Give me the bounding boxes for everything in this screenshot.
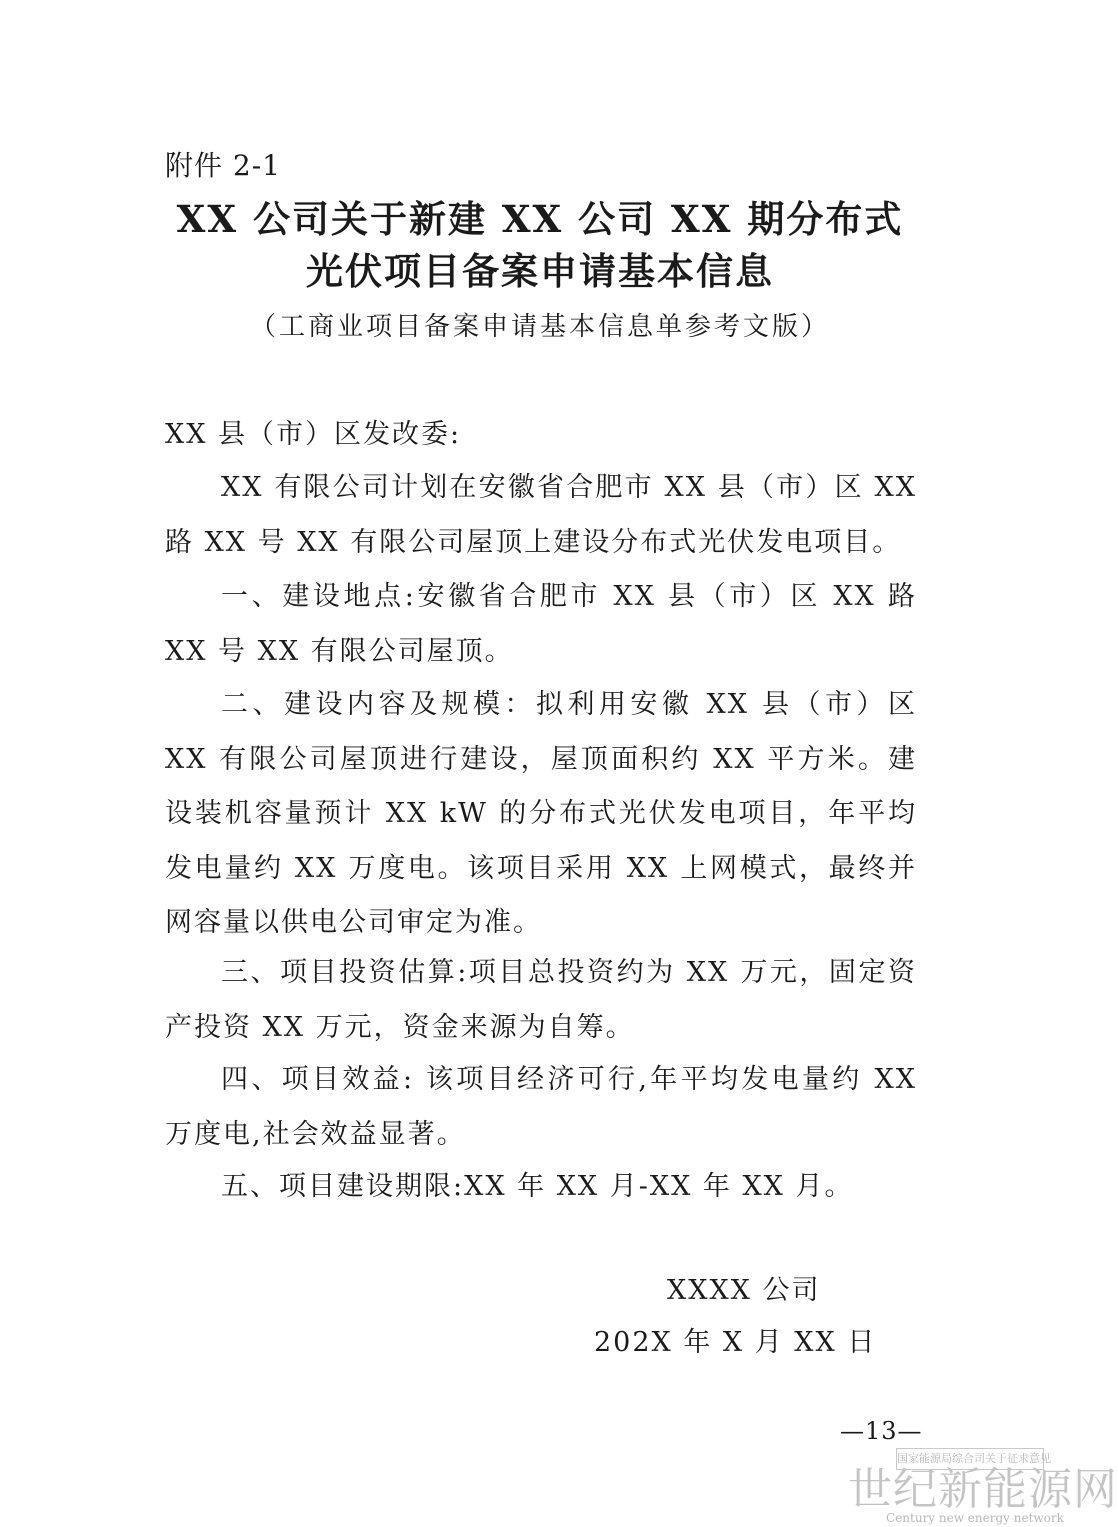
signature-date: 202X 年 X 月 XX 日 bbox=[594, 1327, 877, 1358]
paragraph-benefit: 四、项目效益: 该项目经济可行,年平均发电量约 XX 万度电,社会效益显著。 bbox=[165, 1064, 917, 1150]
addressee: XX 县（市）区发改委: bbox=[165, 419, 462, 450]
paragraph-scale: 二、建设内容及规模：拟利用安徽 XX 县（市）区 XX 有限公司屋顶进行建设，屋顶面积约 XX 平方米。建设装机容量预计 XX kW 的分布式光伏发电项目，年平均发电量约 XX 万度电。该项目采用 XX 上网模式，最终并网容量以供电公司审定为准。 bbox=[165, 689, 917, 938]
paragraph-intro: XX 有限公司计划在安徽省合肥市 XX 县（市）区 XX 路 XX 号 XX 有限公司屋顶上建设分布式光伏发电项目。 bbox=[165, 472, 917, 558]
paragraph-investment: 三、项目投资估算:项目总投资约为 XX 万元，固定资产投资 XX 万元，资金来源为自筹。 bbox=[165, 957, 917, 1043]
paragraph-period: 五、项目建设期限:XX 年 XX 月-XX 年 XX 月。 bbox=[221, 1171, 854, 1202]
watermark-stamp: 国家能源局综合司关于征求意见 bbox=[896, 1448, 1044, 1470]
paragraph-location: 一、建设地点:安徽省合肥市 XX 县（市）区 XX 路 XX 号 XX 有限公司屋顶。 bbox=[165, 581, 917, 667]
document-title-line1: XX 公司关于新建 XX 公司 XX 期分布式 bbox=[176, 197, 904, 241]
attachment-label: 附件 2-1 bbox=[165, 149, 281, 182]
document-title-line2: 光伏项目备案申请基本信息 bbox=[306, 249, 774, 293]
signer: XXXX 公司 bbox=[667, 1275, 821, 1306]
watermark-logo-text: 世纪新能源网 bbox=[848, 1464, 1118, 1515]
document-subtitle: （工商业项目备案申请基本信息单参考文版） bbox=[249, 312, 830, 342]
page-number: —13— bbox=[840, 1417, 923, 1445]
watermark-subtitle: Century new energy network bbox=[886, 1511, 1064, 1525]
